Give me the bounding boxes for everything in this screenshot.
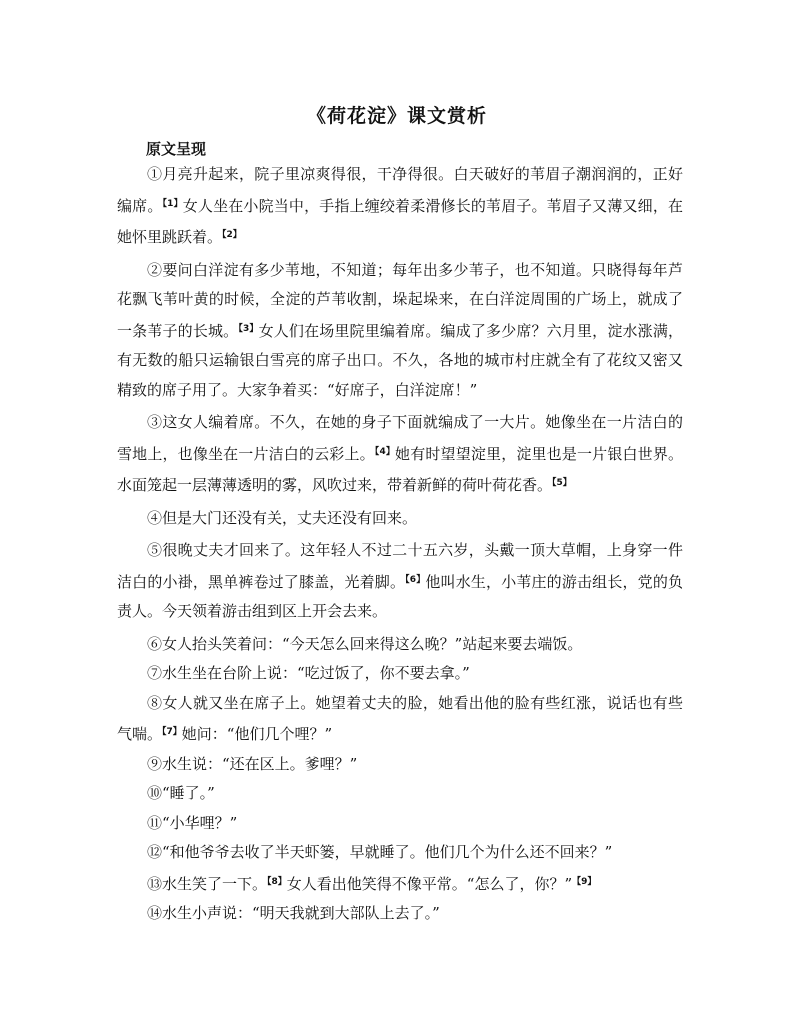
paragraph <box>117 689 683 750</box>
annotation-marker: 【8】 <box>267 876 287 887</box>
annotation-marker: 【3】 <box>238 323 259 334</box>
annotation-marker: 【6】 <box>405 574 426 585</box>
annotation-marker: 【2】 <box>222 230 242 240</box>
paragraph <box>117 659 683 689</box>
page-title: 《荷花淀》课文赏析 <box>306 105 487 127</box>
paragraph-text: 女人们在场里院里编着席。编成了多少席？六月里，淀水涨满，有无数的船只运输银白雪亮的席子出口。不久，各地的城市村庄就全有了花纹又密又精致的席子用了。大家争着买：“好席子，白洋淀席！” <box>117 321 683 399</box>
annotation-marker: 【1】 <box>162 198 183 209</box>
annotation-marker: 【5】 <box>552 478 572 488</box>
paragraph-text: 她有时望望淀里，淀里也是一片银白世界。水面笼起一层薄薄透明的雾，风吹过来，带着新鲜的荷叶荷花香。 <box>117 444 683 494</box>
paragraph-text: ⑫“和他爷爷去收了半天虾篓，早就睡了。他们几个为什么还不回来？” <box>147 843 613 861</box>
paragraph <box>117 750 683 780</box>
paragraph-text: ④但是大门还没有关，丈夫还没有回来。 <box>147 508 418 527</box>
paragraph <box>117 838 683 868</box>
paragraph-text: ⑭水生小声说：“明天我就到大部队上去了。” <box>147 904 440 922</box>
paragraph-text: ⑧女人就又坐在席子上。她望着丈夫的脸，她看出他的脸有些红涨，说话也有些气喘。 <box>117 693 683 743</box>
paragraph-text: ⑤很晚丈夫才回来了。这年轻人不过二十五六岁，头戴一顶大草帽，上身穿一件洁白的小褂，黑单裤卷过了膝盖，光着脚。 <box>117 541 683 591</box>
paragraph-text: ②要问白洋淀有多少苇地，不知道；每年出多少苇子，也不知道。只晓得每年芦花飘飞苇叶黄的时候，全淀的芦苇收割，垛起垛来，在白洋淀周围的广场上，就成了一条苇子的长城。 <box>117 260 683 340</box>
paragraph <box>117 408 683 501</box>
paragraph <box>117 160 683 253</box>
paragraph <box>117 536 683 627</box>
annotation-marker: 【9】 <box>572 876 597 887</box>
paragraph-text: ⑥女人抬头笑着问：“今天怎么回来得这么晚？”站起来要去端饭。 <box>147 634 583 653</box>
paragraph-text: ⑦水生坐在台阶上说：“吃过饭了，你不要去拿。” <box>147 664 470 682</box>
paragraph <box>117 899 683 929</box>
paragraph-text: ⑨水生说：“还在区上。爹哩？” <box>147 754 358 773</box>
paragraph <box>117 809 683 839</box>
paragraph <box>117 504 683 534</box>
paragraph-text: 女人坐在小院当中，手指上缠绞着柔滑修长的苇眉子。苇眉子又薄又细，在她怀里跳跃着。 <box>117 196 683 246</box>
paragraph <box>117 256 683 406</box>
paragraph-text: ⑬水生笑了一下。 <box>147 874 268 893</box>
annotation-marker: 【7】 <box>162 727 182 737</box>
paragraph-text: ③这女人编着席。不久，在她的身子下面就编成了一大片。她像坐在一片洁白的雪地上，也像坐在一片洁白的云彩上。 <box>117 413 683 463</box>
paragraph <box>117 868 683 900</box>
paragraph <box>117 779 683 809</box>
section-heading: 原文呈现 <box>146 140 207 158</box>
paragraph-text: 她问：“他们几个哩？” <box>181 725 333 743</box>
paragraph-text: ⑩“睡了。” <box>147 784 215 802</box>
paragraph-text: 他叫水生，小苇庄的游击组长，党的负责人。今天领着游击组到区上开会去来。 <box>117 572 683 620</box>
paragraph-text: ①月亮升起来，院子里凉爽得很，干净得很。白天破好的苇眉子潮润润的，正好编席。 <box>117 165 683 215</box>
paragraph-text: ⑪“小华哩？” <box>147 813 238 832</box>
paragraph <box>117 630 683 660</box>
paragraph-text: 女人看出他笑得不像平常。“怎么了，你？” <box>286 874 573 893</box>
annotation-marker: 【4】 <box>374 446 396 457</box>
article-body <box>117 160 683 929</box>
